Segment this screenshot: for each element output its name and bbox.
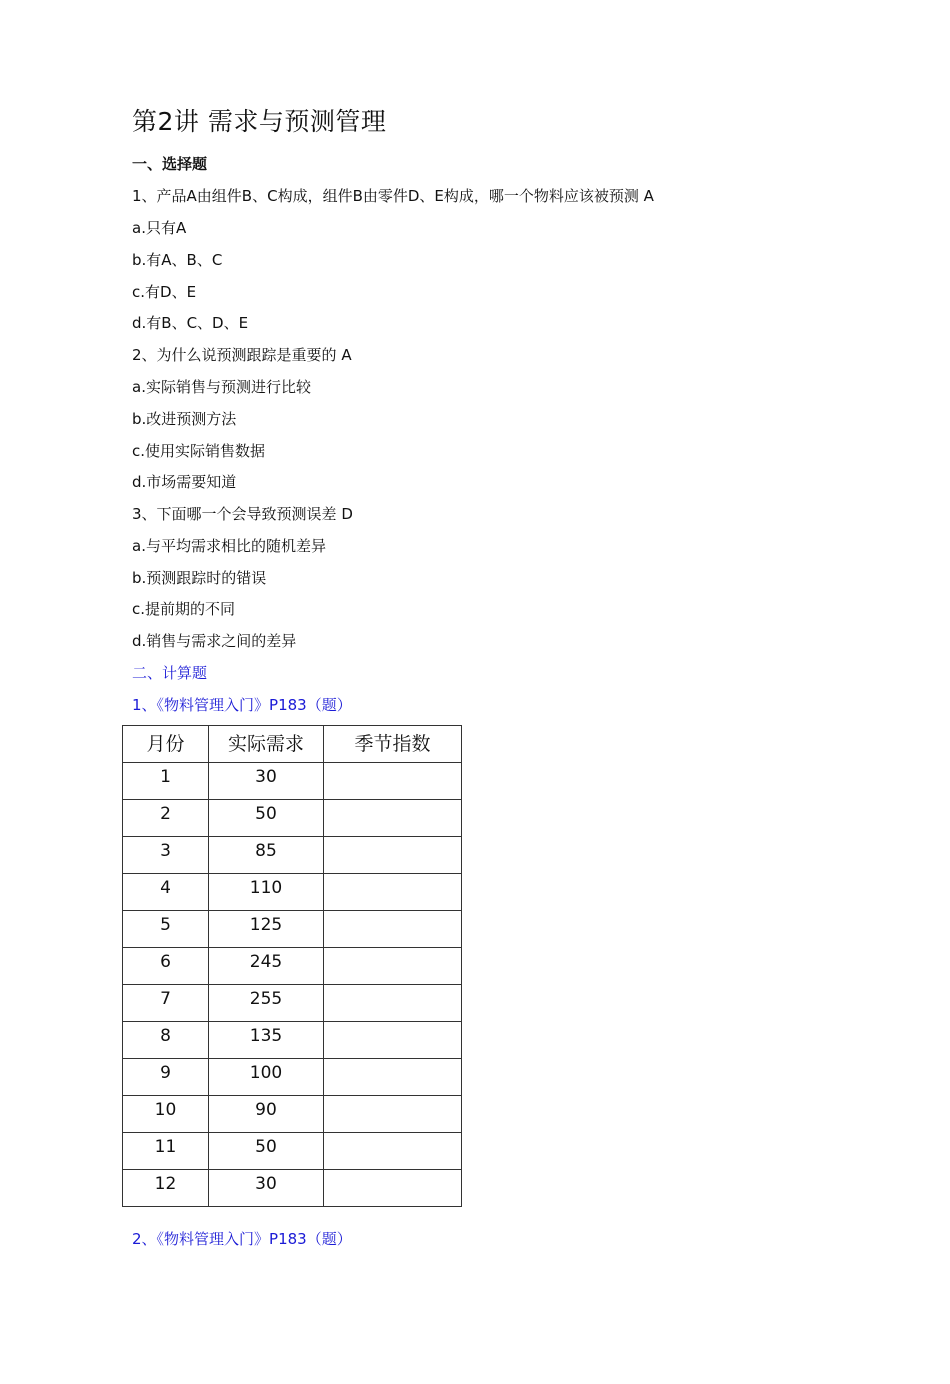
question-3-option-d: d.销售与需求之间的差异 xyxy=(132,632,297,650)
question-2-option-b: b.改进预测方法 xyxy=(132,410,237,428)
cell-actual-demand: 135 xyxy=(209,1022,324,1059)
table-row xyxy=(123,911,462,948)
table-row xyxy=(123,1170,462,1207)
cell-seasonal-index xyxy=(324,800,462,837)
question-2-option-a: a.实际销售与预测进行比较 xyxy=(132,378,311,396)
calc-problem-2: 2、《物料管理入门》P183（题） xyxy=(132,1230,352,1248)
cell-seasonal-index xyxy=(324,1096,462,1133)
question-2-option-c: c.使用实际销售数据 xyxy=(132,442,266,460)
section-heading-calc: 二、计算题 xyxy=(132,664,208,682)
cell-seasonal-index xyxy=(324,1133,462,1170)
calc-problem-1: 1、《物料管理入门》P183（题） xyxy=(132,696,352,714)
cell-month: 6 xyxy=(123,948,209,985)
cell-month: 11 xyxy=(123,1133,209,1170)
table-header-row xyxy=(123,726,462,763)
question-2-option-d: d.市场需要知道 xyxy=(132,473,237,491)
question-3: 3、下面哪一个会导致预测误差 D xyxy=(132,505,353,523)
table-body xyxy=(123,763,462,1207)
page-title: 第2讲 需求与预测管理 xyxy=(132,107,387,136)
table-row xyxy=(123,1096,462,1133)
cell-month: 4 xyxy=(123,874,209,911)
cell-month: 3 xyxy=(123,837,209,874)
table-row xyxy=(123,800,462,837)
cell-actual-demand: 85 xyxy=(209,837,324,874)
question-1: 1、产品A由组件B、C构成，组件B由零件D、E构成，哪一个物料应该被预测 A xyxy=(132,187,654,205)
table-row xyxy=(123,763,462,800)
question-3-option-a: a.与平均需求相比的随机差异 xyxy=(132,537,326,555)
question-3-option-b: b.预测跟踪时的错误 xyxy=(132,569,267,587)
question-1-option-d: d.有B、C、D、E xyxy=(132,314,249,332)
cell-month: 10 xyxy=(123,1096,209,1133)
cell-actual-demand: 110 xyxy=(209,874,324,911)
cell-seasonal-index xyxy=(324,874,462,911)
cell-actual-demand: 30 xyxy=(209,763,324,800)
seasonal-index-table xyxy=(122,725,462,1207)
cell-actual-demand: 30 xyxy=(209,1170,324,1207)
cell-actual-demand: 100 xyxy=(209,1059,324,1096)
header-month: 月份 xyxy=(123,726,209,763)
cell-actual-demand: 50 xyxy=(209,800,324,837)
section-heading-choice: 一、选择题 xyxy=(132,155,208,173)
cell-month: 5 xyxy=(123,911,209,948)
question-1-option-c: c.有D、E xyxy=(132,283,197,301)
cell-seasonal-index xyxy=(324,837,462,874)
cell-seasonal-index xyxy=(324,1170,462,1207)
cell-actual-demand: 125 xyxy=(209,911,324,948)
cell-seasonal-index xyxy=(324,985,462,1022)
question-2: 2、为什么说预测跟踪是重要的 A xyxy=(132,346,352,364)
header-seasonal-index: 季节指数 xyxy=(324,726,462,763)
cell-month: 9 xyxy=(123,1059,209,1096)
cell-month: 2 xyxy=(123,800,209,837)
cell-seasonal-index xyxy=(324,948,462,985)
table-row xyxy=(123,948,462,985)
table-row xyxy=(123,985,462,1022)
cell-seasonal-index xyxy=(324,763,462,800)
cell-month: 12 xyxy=(123,1170,209,1207)
cell-actual-demand: 255 xyxy=(209,985,324,1022)
question-1-option-a: a.只有A xyxy=(132,219,187,237)
cell-month: 7 xyxy=(123,985,209,1022)
table-row xyxy=(123,874,462,911)
table-row xyxy=(123,1022,462,1059)
cell-actual-demand: 90 xyxy=(209,1096,324,1133)
cell-seasonal-index xyxy=(324,1059,462,1096)
cell-month: 1 xyxy=(123,763,209,800)
cell-actual-demand: 245 xyxy=(209,948,324,985)
cell-actual-demand: 50 xyxy=(209,1133,324,1170)
header-actual-demand: 实际需求 xyxy=(209,726,324,763)
cell-month: 8 xyxy=(123,1022,209,1059)
question-1-option-b: b.有A、B、C xyxy=(132,251,223,269)
table-row xyxy=(123,837,462,874)
cell-seasonal-index xyxy=(324,1022,462,1059)
table-row xyxy=(123,1059,462,1096)
table-row xyxy=(123,1133,462,1170)
question-3-option-c: c.提前期的不同 xyxy=(132,600,236,618)
cell-seasonal-index xyxy=(324,911,462,948)
